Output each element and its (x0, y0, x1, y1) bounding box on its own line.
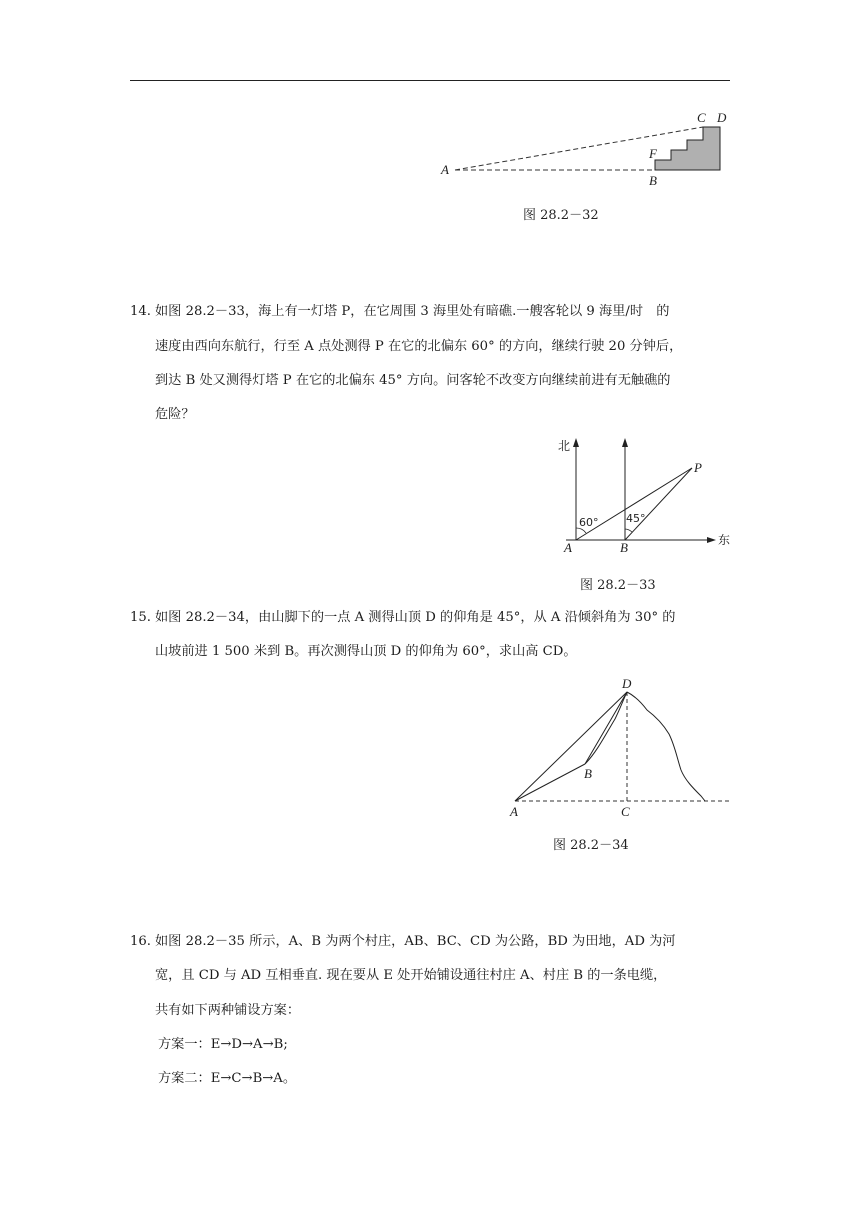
fig34-label-a: A (510, 804, 518, 819)
fig34-label-c: C (621, 804, 630, 819)
q16-line-3: 共有如下两种铺设方案： (155, 1003, 301, 1018)
q16-line-2: 宽，且 CD 与 AD 互相垂直. 现在要从 E 处开始铺设通往村庄 A、村庄 B 的一条电缆， (155, 968, 667, 983)
east-label: 东 (718, 533, 731, 547)
fig33-label-b: B (620, 540, 628, 555)
north-arrow-a-icon (573, 438, 579, 447)
north-arrow-b-icon (622, 438, 628, 447)
q14-line-2: 速度由西向东航行，行至 A 点处测得 P 在它的北偏东 60° 的方向，继续行驶 20 分钟后， (155, 339, 683, 354)
q15-line-2: 山坡前进 1 500 米到 B。再次测得山顶 D 的仰角为 60°，求山高 CD。 (155, 644, 577, 659)
q16-plan-1: 方案一：E→D→A→B; (158, 1037, 288, 1052)
east-arrow-icon (707, 537, 716, 543)
figure-28-2-33 (552, 432, 742, 557)
angle-60-label: 60° (579, 516, 599, 529)
north-label: 北 (558, 439, 571, 453)
q14-line-4: 危险？ (155, 407, 195, 422)
angle-45-label: 45° (626, 512, 646, 525)
fig32-label-f: F (649, 146, 657, 161)
fig33-label-a: A (564, 540, 572, 555)
fig32-label-a: A (441, 162, 449, 177)
fig34-label-b: B (584, 766, 592, 781)
q15-number: 15. (130, 610, 151, 625)
fig33-label-p: P (694, 460, 702, 475)
figure-28-2-32 (435, 108, 735, 193)
figure-28-2-32-caption: 图 28.2－32 (523, 208, 599, 223)
q16-line-1: 如图 28.2－35 所示，A、B 为两个村庄，AB、BC、CD 为公路，BD 为田地，AD 为河 (155, 934, 676, 949)
q14-line-1: 如图 28.2－33，海上有一灯塔 P，在它周围 3 海里处有暗礁.一艘客轮以 9 海里/时 的 (155, 304, 670, 319)
fig32-label-d: D (717, 110, 727, 125)
q15-line-1: 如图 28.2－34，由山脚下的一点 A 测得山顶 D 的仰角是 45°，从 A 沿倾斜角为 30° 的 (155, 610, 676, 625)
q16-number: 16. (130, 934, 151, 949)
q14-number: 14. (130, 304, 151, 319)
header-rule (130, 80, 730, 81)
figure-28-2-33-caption: 图 28.2－33 (580, 578, 656, 593)
fig34-label-d: D (622, 676, 632, 691)
figure-28-2-34-caption: 图 28.2－34 (553, 838, 629, 853)
fig32-label-b: B (649, 173, 657, 188)
fig32-label-c: C (697, 110, 706, 125)
q14-line-3: 到达 B 处又测得灯塔 P 在它的北偏东 45° 方向。问客轮不改变方向继续前进有无触礁的 (155, 373, 671, 388)
q16-plan-2: 方案二：E→C→B→A。 (158, 1071, 297, 1086)
figure-28-2-34 (505, 674, 735, 824)
